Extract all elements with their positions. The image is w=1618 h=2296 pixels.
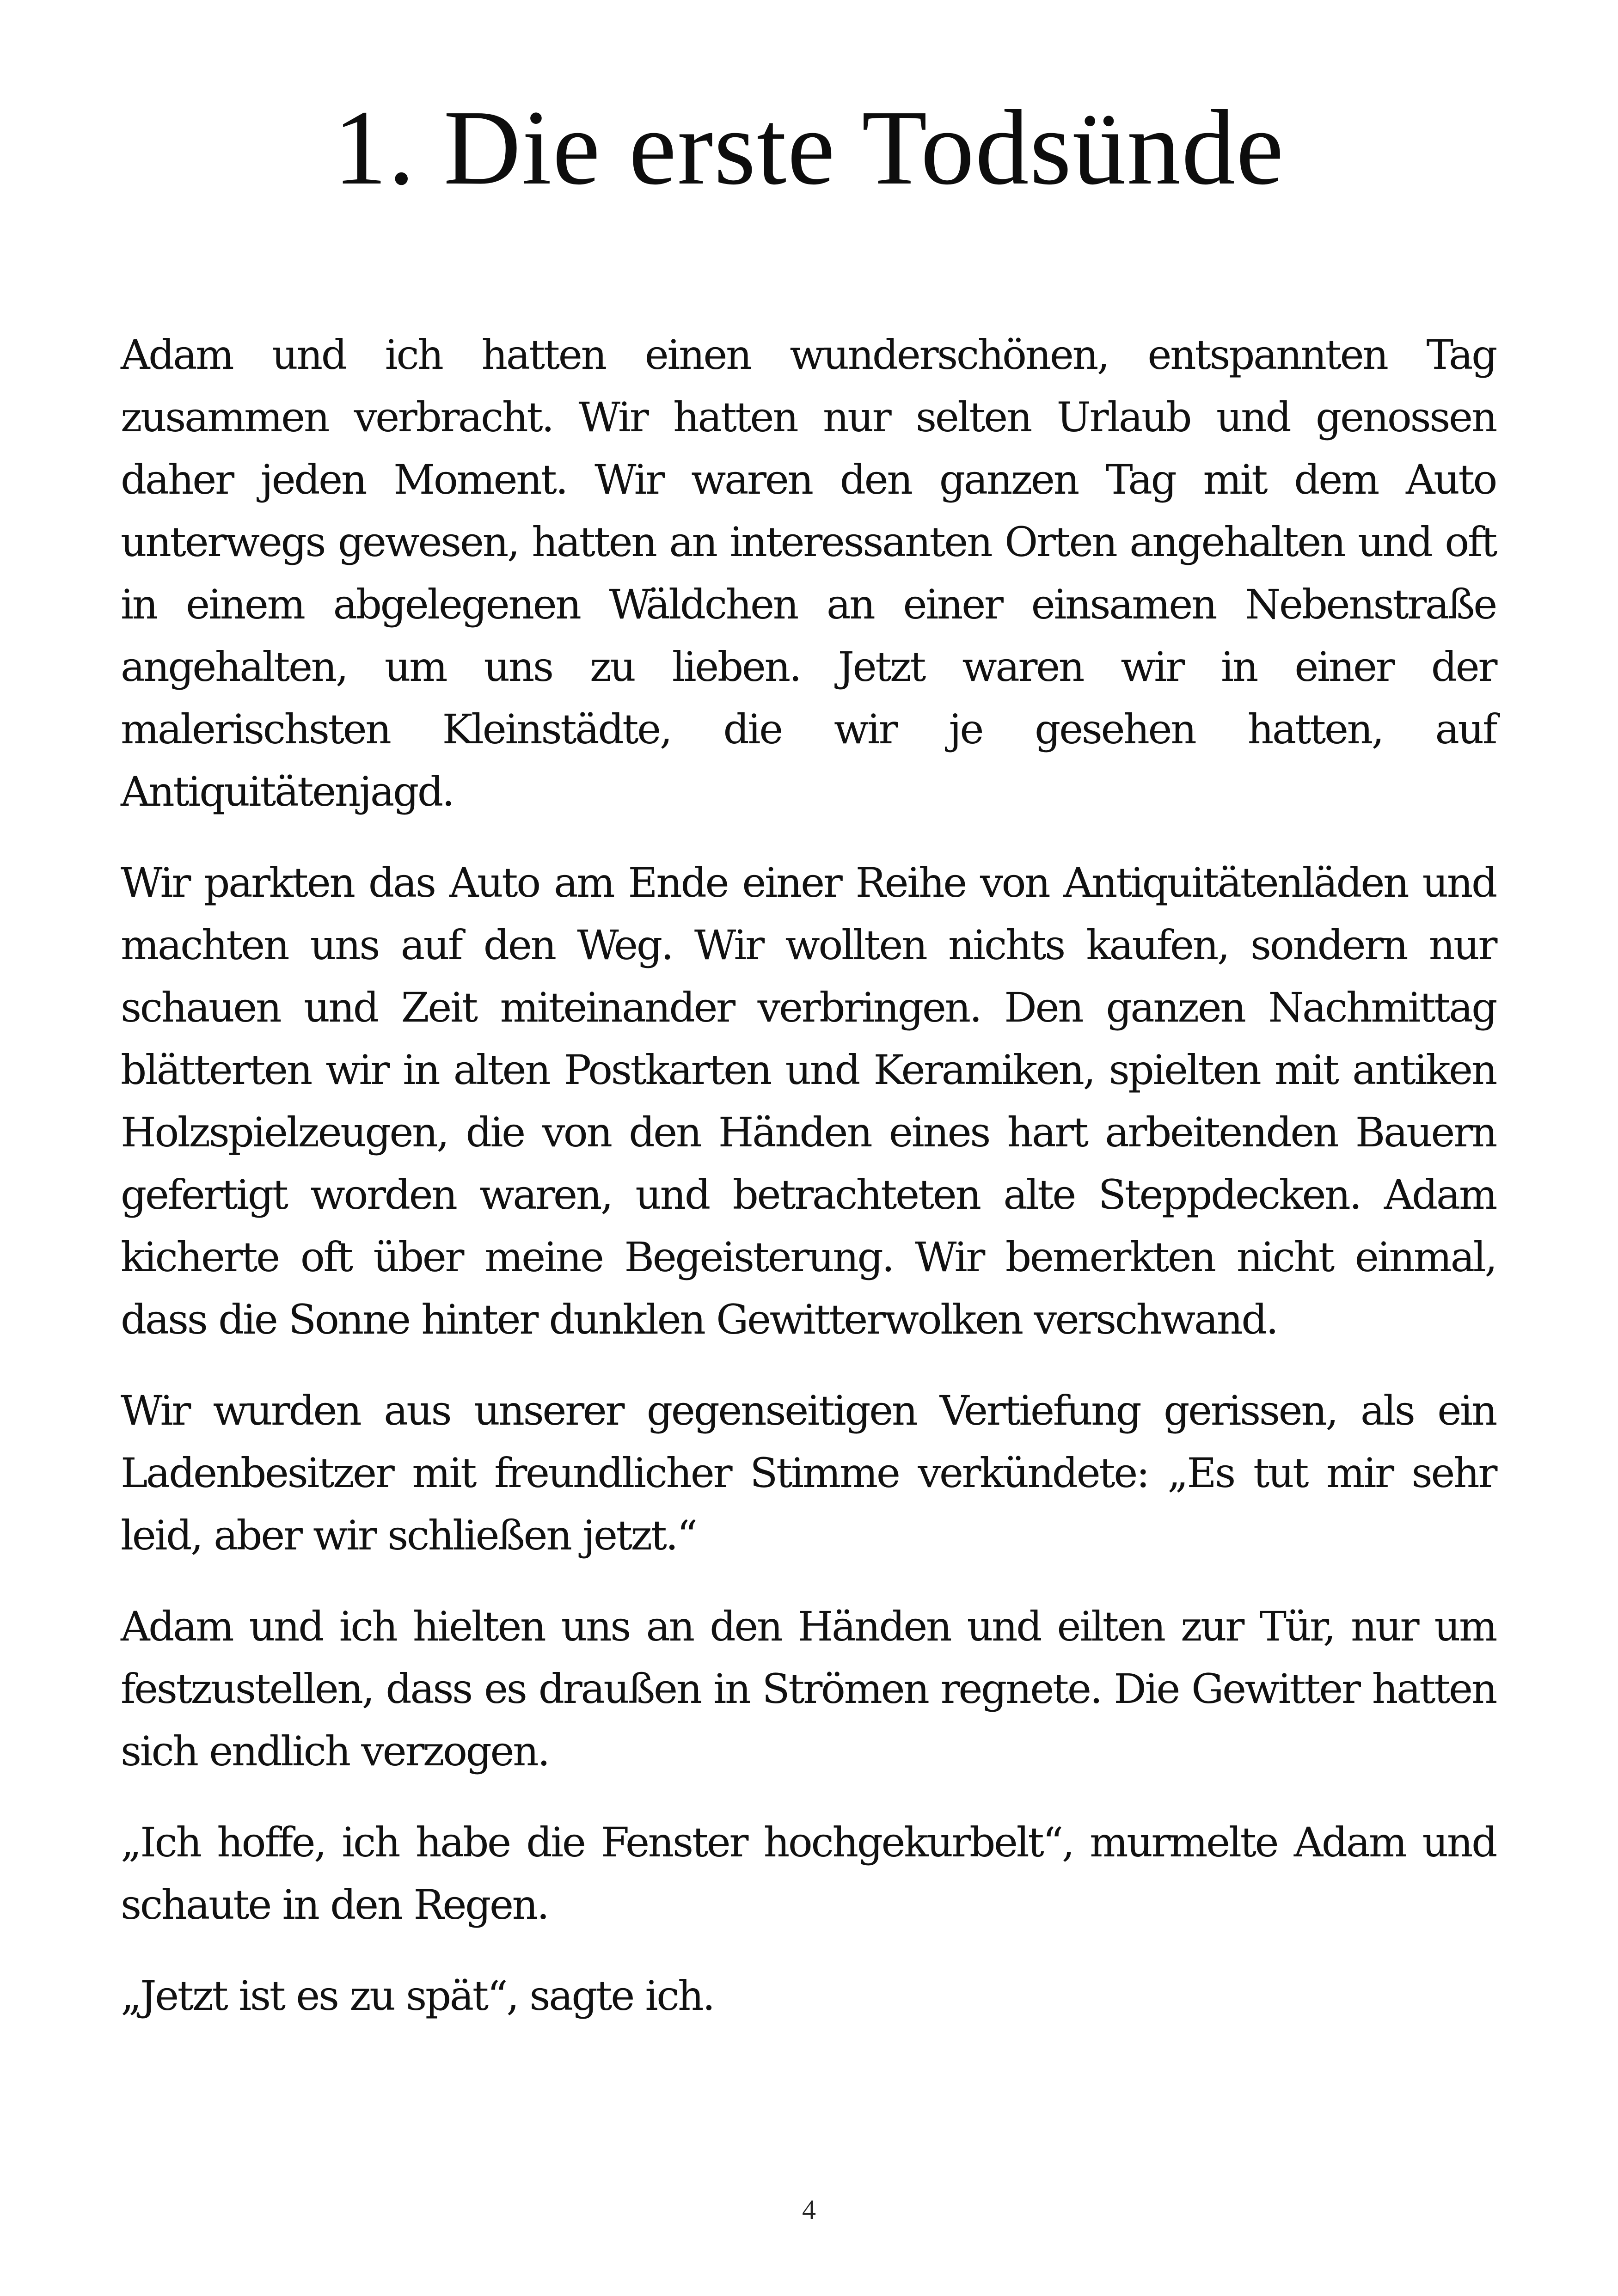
paragraph: Adam und ich hielten uns an den Händen und eilten zur Tür, nur um festzustellen, dass es draußen in Strömen regnete. Die Gewitter hatten sich endlich verzogen. [121, 1603, 1496, 1775]
paragraph: Wir wurden aus unserer gegenseitigen Vertiefung gerissen, als ein Ladenbesitzer mit freundlicher Stimme verkündete: „Es tut mir sehr leid, aber wir schließen jetzt.“ [121, 1387, 1496, 1559]
chapter-body [121, 324, 1496, 2027]
chapter-title: 1. Die erste Todsünde [333, 88, 1285, 207]
paragraph: Wir parkten das Auto am Ende einer Reihe von Antiquitätenläden und machten uns auf den Weg. Wir wollten nichts kaufen, sondern nur schauen und Zeit miteinander verbringen. Den ganzen Nachmittag blätterten wir in alten Postkarten und Keramiken, spielten mit antiken Holzspielzeugen, die von den Händen eines hart arbeitenden Bauern gefertigt worden waren, und betrachteten alte Steppdecken. Adam kicherte oft über meine Begeisterung. Wir bemerkten nicht einmal, dass die Sonne hinter dunklen Gewitterwolken verschwand. [121, 859, 1496, 1343]
page-number: 4 [802, 2194, 816, 2225]
paragraph: Adam und ich hatten einen wunderschönen, entspannten Tag zusammen verbracht. Wir hatten nur selten Urlaub und genossen daher jeden Moment. Wir waren den ganzen Tag mit dem Auto unterwegs gewesen, hatten an interessanten Orten angehalten und oft in einem abgelegenen Wäldchen an einer einsamen Nebenstraße angehalten, um uns zu lieben. Jetzt waren wir in einer der malerischsten Kleinstädte, die wir je gesehen hatten, auf Antiquitätenjagd. [121, 331, 1496, 815]
paragraph: „Jetzt ist es zu spät“, sagte ich. [121, 1972, 714, 2020]
paragraph: „Ich hoffe, ich habe die Fenster hochgekurbelt“, murmelte Adam und schaute in den Regen. [121, 1818, 1496, 1929]
